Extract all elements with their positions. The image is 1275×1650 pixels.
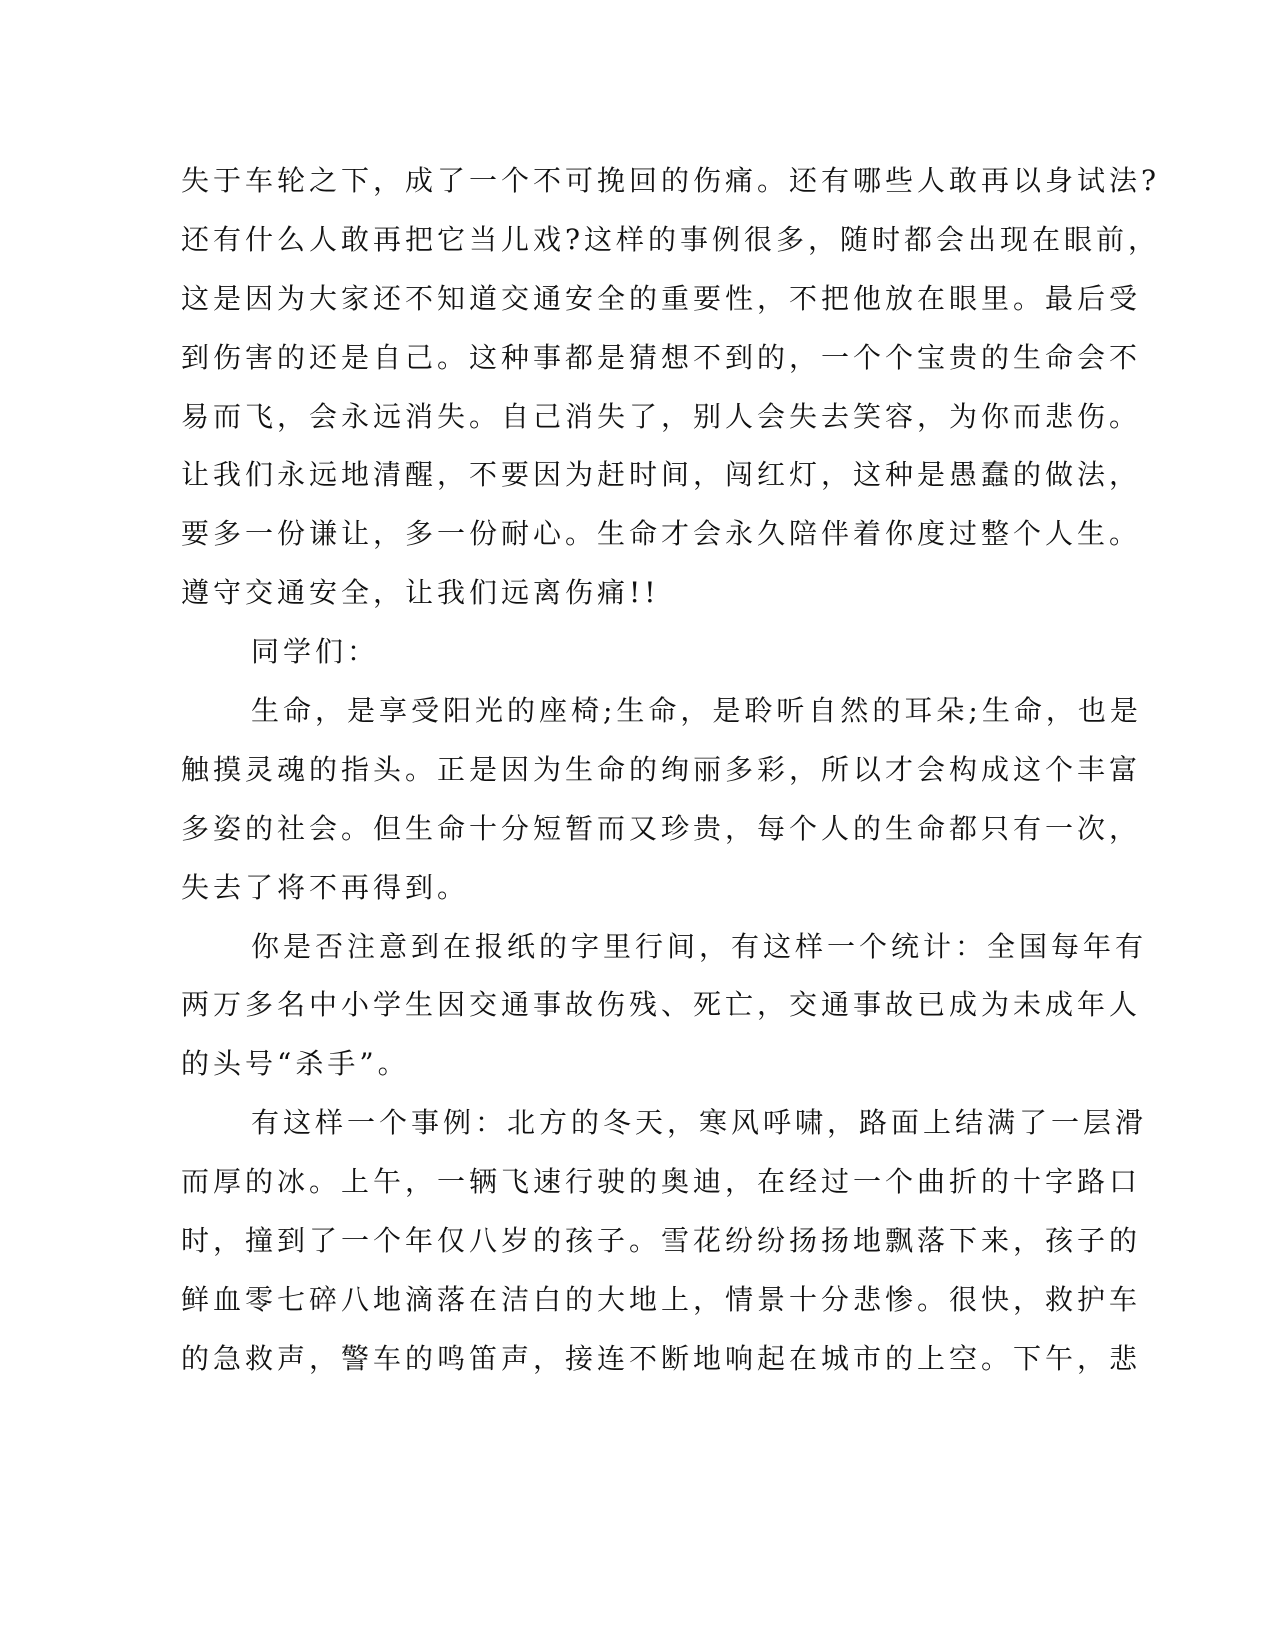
text-line-6: 让我们永远地清醒，不要因为赶时间，闯红灯，这种是愚蠢的做法， bbox=[181, 458, 1142, 492]
text-line-21: 的急救声，警车的鸣笛声，接连不断地响起在城市的上空。下午，悲 bbox=[181, 1341, 1142, 1375]
text-line-1: 失于车轮之下，成了一个不可挽回的伤痛。还有哪些人敢再以身试法? bbox=[181, 164, 1161, 197]
text-line-18: 而厚的冰。上午，一辆飞速行驶的奥迪，在经过一个曲折的十字路口 bbox=[181, 1165, 1142, 1199]
text-line-15: 两万多名中小学生因交通事故伤残、死亡，交通事故已成为未成年人 bbox=[181, 988, 1142, 1022]
text-line-3: 这是因为大家还不知道交通安全的重要性，不把他放在眼里。最后受 bbox=[181, 281, 1142, 315]
text-line-13: 失去了将不再得到。 bbox=[181, 870, 470, 904]
text-line-14: 你是否注意到在报纸的字里行间，有这样一个统计：全国每年有 bbox=[251, 929, 1148, 963]
document-body bbox=[181, 152, 1161, 1389]
text-line-5: 易而飞，会永远消失。自己消失了，别人会失去笑容，为你而悲伤。 bbox=[181, 399, 1142, 433]
text-line-10: 生命，是享受阳光的座椅;生命，是聆听自然的耳朵;生命，也是 bbox=[251, 694, 1142, 728]
text-line-11: 触摸灵魂的指头。正是因为生命的绚丽多彩，所以才会构成这个丰富 bbox=[181, 752, 1142, 786]
salutation: 同学们： bbox=[251, 635, 380, 669]
text-line-16: 的头号“杀手”。 bbox=[181, 1047, 410, 1081]
text-line-8: 遵守交通安全，让我们远离伤痛!! bbox=[181, 576, 660, 610]
text-line-12: 多姿的社会。但生命十分短暂而又珍贵，每个人的生命都只有一次， bbox=[181, 811, 1142, 845]
text-line-4: 到伤害的还是自己。这种事都是猜想不到的，一个个宝贵的生命会不 bbox=[181, 340, 1142, 374]
text-line-7: 要多一份谦让，多一份耐心。生命才会永久陪伴着你度过整个人生。 bbox=[181, 517, 1142, 551]
text-line-19: 时，撞到了一个年仅八岁的孩子。雪花纷纷扬扬地飘落下来，孩子的 bbox=[181, 1224, 1142, 1258]
text-line-2: 还有什么人敢再把它当儿戏?这样的事例很多，随时都会出现在眼前， bbox=[181, 222, 1161, 256]
text-line-17: 有这样一个事例：北方的冬天，寒风呼啸，路面上结满了一层滑 bbox=[251, 1106, 1148, 1140]
text-line-20: 鲜血零七碎八地滴落在洁白的大地上，情景十分悲惨。很快，救护车 bbox=[181, 1282, 1142, 1316]
